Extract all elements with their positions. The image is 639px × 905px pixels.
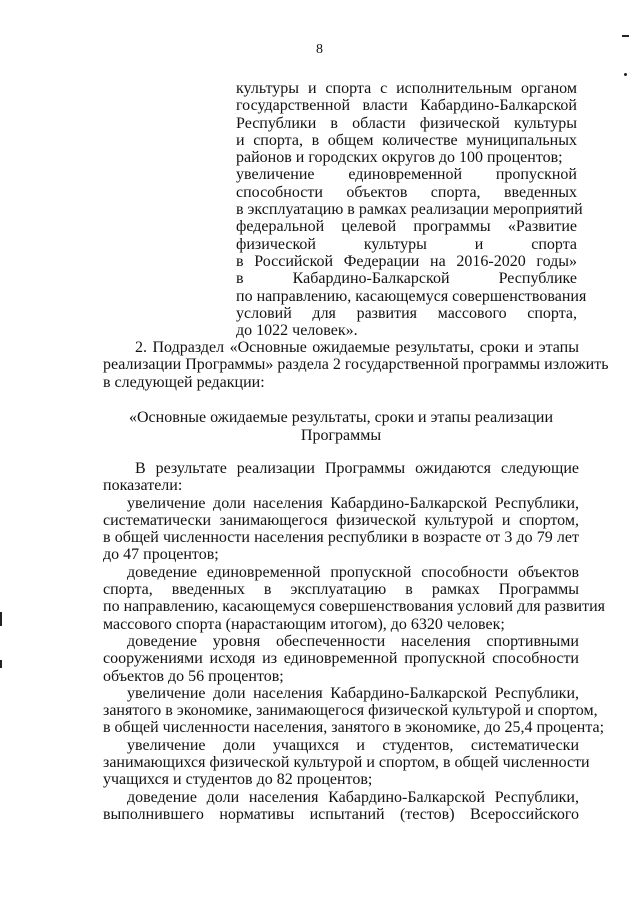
text-line: увеличение доли населения Кабардино-Балкарской Республики, (127, 684, 579, 702)
text-line: доведение единовременной пропускной способности объектов (127, 563, 579, 581)
text-line: спорта, введенных в эксплуатацию в рамках Программы (103, 581, 579, 599)
text-line: федеральной целевой программы «Развитие (236, 218, 577, 236)
text-line: и спорта, в общем количестве муниципальных (236, 131, 577, 149)
heading-line: Программы (300, 426, 382, 444)
text-line: учащихся и студентов до 82 процентов; (103, 771, 373, 789)
text-line: в Кабардино-Балкарской Республике (236, 270, 577, 288)
item-2-paragraph (103, 339, 609, 391)
text-line: физической культуры и спорта (236, 235, 577, 253)
text-line: доведение доли населения Кабардино-Балкарской Республики, (127, 788, 579, 806)
text-line: увеличение доли учащихся и студентов, систематически (127, 736, 579, 754)
text-line: показатели: (103, 477, 183, 495)
text-line: В результате реализации Программы ожидаются следующие (135, 460, 579, 477)
text-line: культуры и спорта с исполнительным органом (236, 80, 577, 97)
indicators-list (103, 460, 605, 823)
section-heading (103, 409, 579, 445)
text-line: массового спорта (нарастающим итогом), до 6320 человек; (103, 615, 505, 633)
text-line: в общей численности населения республики в возрасте от 3 до 79 лет (103, 529, 579, 547)
text-line: систематически занимающегося физической культурой и спортом, (103, 511, 579, 529)
text-line: сооружениями исходя из единовременной пропускной способности (103, 650, 579, 668)
text-line: по направлению, касающемуся совершенствования (236, 287, 587, 305)
page-number: 8 (316, 42, 323, 57)
text-line: занятого в экономике, занимающегося физической культурой и спортом, (103, 702, 598, 720)
text-line: государственной власти Кабардино-Балкарской (236, 97, 577, 115)
text-line: в эксплуатацию в рамках реализации мероприятий (236, 201, 583, 219)
text-line: до 1022 человек». (236, 322, 358, 340)
text-line: условий для развития массового спорта, (236, 304, 577, 322)
text-line: 2. Подраздел «Основные ожидаемые результаты, сроки и этапы (135, 339, 579, 356)
text-line: Республики в области физической культуры (236, 114, 577, 132)
heading-line: «Основные ожидаемые результаты, сроки и этапы реализации (128, 409, 554, 426)
scan-mark (624, 73, 627, 76)
text-line: выполнившего нормативы испытаний (тестов) Всероссийского (103, 805, 579, 823)
text-line: в Российской Федерации на 2016-2020 годы» (236, 252, 577, 270)
text-line: занимающихся физической культурой и спортом, в общей численности (103, 754, 590, 772)
text-line: по направлению, касающемуся совершенствования условий для развития (103, 598, 605, 616)
text-line: способности объектов спорта, введенных (236, 183, 577, 201)
scan-mark (0, 612, 2, 626)
text-line: районов и городских округов до 100 процентов; (236, 149, 563, 167)
text-line: до 47 процентов; (103, 546, 219, 564)
continuation-block (236, 80, 587, 340)
text-line: увеличение доли населения Кабардино-Балкарской Республики, (127, 494, 579, 512)
text-line: в общей численности населения, занятого в экономике, до 25,4 процента; (103, 719, 605, 737)
text-line: увеличение единовременной пропускной (236, 166, 577, 184)
text-line: реализации Программы» раздела 2 государственной программы изложить (103, 356, 609, 374)
scan-mark (0, 660, 2, 668)
text-line: доведение уровня обеспеченности населения спортивными (127, 632, 579, 650)
text-line: в следующей редакции: (103, 373, 265, 391)
scan-mark (622, 35, 629, 37)
text-line: объектов до 56 процентов; (103, 667, 284, 685)
